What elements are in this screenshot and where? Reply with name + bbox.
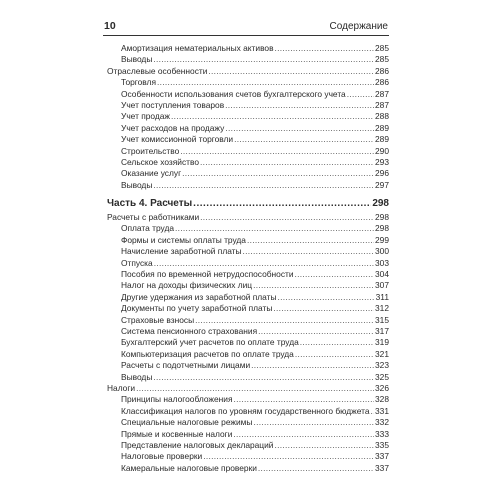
toc-leader-dots <box>273 303 374 314</box>
toc-leader-dots <box>180 146 374 157</box>
toc-entry-page: 331 <box>375 405 389 416</box>
toc-entry <box>107 337 389 348</box>
toc-entry-title: Амортизация нематериальных активов <box>121 43 274 53</box>
toc-leader-dots <box>371 406 374 417</box>
toc-entry-page: 293 <box>375 156 389 167</box>
toc-leader-dots <box>274 440 374 451</box>
toc-entry-title: Прямые и косвенные налоги <box>121 428 233 439</box>
toc-entry-page: 290 <box>375 145 389 156</box>
toc-entry-title: Учет продаж <box>121 111 171 122</box>
toc-entry-title: Оказание услуг <box>121 168 182 179</box>
toc-entry <box>107 326 389 337</box>
toc-entry-page: 325 <box>375 371 389 382</box>
toc-entry-title: Система пенсионного страхования <box>121 325 258 336</box>
toc-leader-dots <box>243 246 374 257</box>
toc-entry-title: Часть 4. Расчеты <box>107 198 193 210</box>
toc-entry-page: 299 <box>375 234 389 245</box>
toc-entry <box>107 315 389 326</box>
toc-leader-dots <box>253 417 374 428</box>
toc-entry-title: Учет комиссионной торговли <box>121 134 234 145</box>
toc-entry-page: 296 <box>375 168 389 179</box>
toc-entry <box>107 54 389 65</box>
toc-entry-page: 303 <box>375 257 389 268</box>
toc-entry <box>107 89 389 100</box>
toc-entry <box>107 463 389 474</box>
toc-entry-page: 326 <box>375 382 389 393</box>
toc-entry <box>107 66 389 77</box>
toc-leader-dots <box>182 168 374 179</box>
toc-entry-page: 298 <box>372 198 389 210</box>
toc-entry-page: 328 <box>375 394 389 405</box>
toc-entry-title: Документы по учету заработной платы <box>121 303 273 314</box>
toc-leader-dots <box>234 394 375 405</box>
toc-entry <box>107 134 389 145</box>
toc-entry-title: Учет расходов на продажу <box>121 122 225 133</box>
toc-entry-page: 289 <box>375 134 389 145</box>
toc-entry-title: Учет поступления товаров <box>121 99 225 110</box>
toc-leader-dots <box>195 315 374 326</box>
running-title: Содержание <box>329 21 388 32</box>
toc-entry <box>107 223 389 234</box>
toc-entry-title: Формы и системы оплаты труда <box>121 234 246 245</box>
toc-entry-page: 287 <box>375 99 389 110</box>
toc-entry-title: Компьютеризация расчетов по оплате труда <box>121 348 294 359</box>
toc-entry <box>107 77 389 88</box>
toc-entry-page: 311 <box>375 291 389 302</box>
toc-entry-title: Расчеты с подотчетными лицами <box>121 360 251 371</box>
toc-entry-page: 337 <box>375 462 389 473</box>
toc-entry <box>107 246 389 257</box>
toc-entry-title: Выводы <box>121 179 153 190</box>
toc-leader-dots <box>225 100 374 111</box>
toc-entry-page: 287 <box>375 88 389 99</box>
toc-leader-dots <box>347 89 374 100</box>
toc-entry-page: 335 <box>375 439 389 450</box>
toc-entry-title: Выводы <box>121 54 153 65</box>
toc-entry-title: Бухгалтерский учет расчетов по оплате труда <box>121 337 299 348</box>
toc-leader-dots <box>208 66 374 77</box>
toc-entry-title: Налог на доходы физических лиц <box>121 280 253 291</box>
toc-leader-dots <box>300 337 374 348</box>
toc-entry <box>107 100 389 111</box>
toc-leader-dots <box>234 134 374 145</box>
toc-entry-title: Отраслевые особенности <box>107 65 208 76</box>
toc-entry-page: 304 <box>375 269 389 280</box>
toc-entry-page: 321 <box>375 348 389 359</box>
toc-entry-page: 323 <box>375 360 389 371</box>
toc-entry-page: 315 <box>375 314 389 325</box>
toc-entry-page: 286 <box>375 77 389 88</box>
toc-leader-dots <box>233 429 374 440</box>
toc-entry <box>107 212 389 223</box>
toc-entry <box>107 451 389 462</box>
toc-entry <box>107 146 389 157</box>
toc-entry-page: 300 <box>375 246 389 257</box>
page-number: 10 <box>104 20 116 32</box>
toc-entry <box>107 394 389 405</box>
toc-entry-page: 297 <box>375 179 389 190</box>
toc-leader-dots <box>136 383 374 394</box>
toc-leader-dots <box>154 258 374 269</box>
toc-entry-page: 319 <box>375 337 389 348</box>
toc-entry-page: 298 <box>375 212 389 223</box>
toc-entry <box>107 372 389 383</box>
toc-entry-page: 333 <box>375 428 389 439</box>
toc-leader-dots <box>200 157 374 168</box>
toc-entry-page: 307 <box>375 280 389 291</box>
toc-entry <box>107 406 389 417</box>
toc-entry <box>107 123 389 134</box>
toc-entry-title: Другие удержания из заработной платы <box>121 291 277 302</box>
toc-entry <box>107 383 389 394</box>
toc-entry <box>107 292 389 303</box>
toc-entry-page: 286 <box>375 65 389 76</box>
toc-entry <box>107 417 389 428</box>
toc-entry <box>107 235 389 246</box>
toc-entry-title: Классификация налогов по уровням государственного бюджета <box>121 405 370 416</box>
toc-leader-dots <box>157 77 374 88</box>
toc-entry-title: Выводы <box>121 371 153 382</box>
toc-entry-page: 312 <box>375 303 389 314</box>
table-of-contents <box>107 43 389 474</box>
toc-entry <box>107 168 389 179</box>
toc-entry <box>107 440 389 451</box>
toc-leader-dots <box>295 349 374 360</box>
toc-leader-dots <box>275 43 374 54</box>
toc-leader-dots <box>295 269 374 280</box>
toc-entry-title: Пособия по временной нетрудоспособности <box>121 269 294 280</box>
toc-entry-title: Оплата труда <box>121 223 174 234</box>
toc-entry-page: 337 <box>375 451 389 462</box>
toc-leader-dots <box>258 326 374 337</box>
toc-entry <box>107 43 389 54</box>
toc-leader-dots <box>153 372 374 383</box>
toc-entry-title: Налоговые проверки <box>121 451 203 462</box>
toc-entry-page: 288 <box>375 111 389 122</box>
toc-entry <box>107 269 389 280</box>
toc-leader-dots <box>193 197 371 211</box>
toc-leader-dots <box>200 212 374 223</box>
toc-leader-dots <box>225 123 374 134</box>
toc-entry-title: Сельское хозяйство <box>121 156 200 167</box>
toc-leader-dots <box>153 54 374 65</box>
toc-entry <box>107 180 389 191</box>
toc-entry <box>107 429 389 440</box>
toc-leader-dots <box>175 223 374 234</box>
toc-entry <box>107 258 389 269</box>
toc-entry-title: Камеральные налоговые проверки <box>121 462 257 473</box>
toc-entry <box>107 349 389 360</box>
toc-entry <box>107 280 389 291</box>
toc-entry-page: 285 <box>375 54 389 65</box>
toc-entry <box>107 157 389 168</box>
toc-leader-dots <box>153 180 374 191</box>
toc-entry-title: Начисление заработной платы <box>121 246 242 257</box>
toc-leader-dots <box>247 235 374 246</box>
toc-entry-title: Налоги <box>107 382 136 393</box>
toc-entry-page: 332 <box>375 417 389 428</box>
toc-part-heading <box>107 197 389 211</box>
toc-entry-title: Принципы налогообложения <box>121 394 233 405</box>
toc-entry <box>107 111 389 122</box>
toc-entry-title: Специальные налоговые режимы <box>121 417 253 428</box>
toc-entry-page: 289 <box>375 122 389 133</box>
toc-leader-dots <box>171 111 374 122</box>
toc-entry-title: Отпуска <box>121 257 153 268</box>
toc-entry <box>107 360 389 371</box>
toc-leader-dots <box>203 451 374 462</box>
toc-leader-dots <box>253 280 374 291</box>
toc-entry-title: Расчеты с работниками <box>107 212 200 223</box>
toc-leader-dots <box>277 292 374 303</box>
toc-entry-title: Строительство <box>121 145 180 156</box>
toc-entry-page: 317 <box>375 325 389 336</box>
toc-leader-dots <box>251 360 374 371</box>
toc-entry-page: 298 <box>375 223 389 234</box>
toc-entry-page: 285 <box>375 43 389 53</box>
toc-entry-title: Торговля <box>121 77 156 88</box>
toc-entry-title: Представление налоговых деклараций <box>121 439 274 450</box>
page-header <box>103 19 389 36</box>
toc-entry-title: Страховые взносы <box>121 314 195 325</box>
toc-entry-title: Особенности использования счетов бухгалтерского учета <box>121 88 346 99</box>
toc-leader-dots <box>258 463 374 474</box>
toc-entry <box>107 303 389 314</box>
